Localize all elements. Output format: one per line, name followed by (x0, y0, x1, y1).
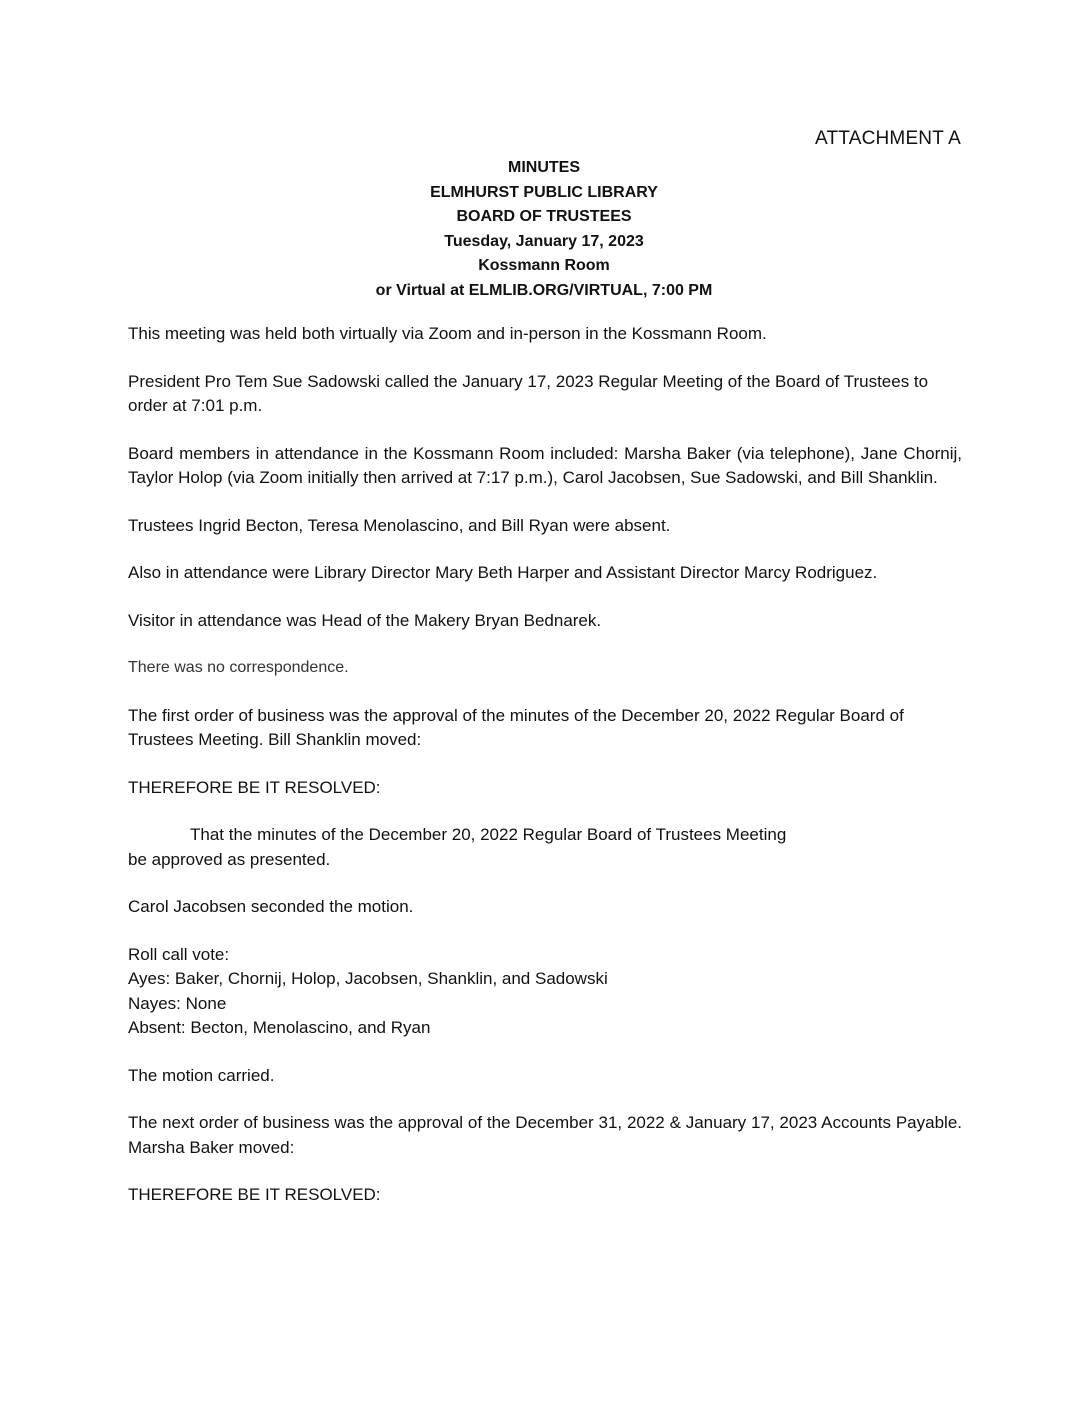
paragraph-meeting-format: This meeting was held both virtually via Zoom and in-person in the Kossmann Room. (128, 324, 767, 343)
paragraph-absent: Trustees Ingrid Becton, Teresa Menolascino, and Bill Ryan were absent. (128, 515, 671, 535)
paragraph-motion-carried: The motion carried. (128, 1065, 275, 1085)
paragraph-call-to-order: President Pro Tem Sue Sadowski called the January 17, 2023 Regular Meeting of the Board of Trustees to order at 7:01 p.m. (128, 371, 929, 415)
attachment-label: ATTACHMENT A (815, 128, 961, 149)
resolution-heading: THEREFORE BE IT RESOLVED: (128, 777, 381, 797)
roll-call-vote (128, 943, 962, 1041)
paragraph-next-business: The next order of business was the approval of the December 31, 2022 & January 17, 2023 Accounts Payable. Marsha Baker moved: (128, 1113, 962, 1157)
resolution-line-2: be approved as presented. (128, 849, 331, 869)
paragraph-attendance: Board members in attendance in the Kossmann Room included: Marsha Baker (via telephone), Jane Chornij, Taylor Holop (via Zoom initially then arrived at 7:17 p.m.), Carol Jacobsen, Sue Sadowski, and Bill Shanklin. (128, 443, 962, 487)
roll-call-nayes: Nayes: None (128, 993, 227, 1013)
paragraph-staff-attendance: Also in attendance were Library Director Mary Beth Harper and Assistant Director Marcy Rodriguez. (128, 563, 878, 582)
header-location: Kossmann Room (478, 257, 610, 274)
paragraph-second: Carol Jacobsen seconded the motion. (128, 897, 414, 916)
header-title: MINUTES (508, 159, 580, 176)
paragraph-first-business: The first order of business was the approval of the minutes of the December 20, 2022 Regular Board of Trustees Meeting. Bill Shanklin moved: (128, 705, 904, 749)
paragraph-correspondence: There was no correspondence. (128, 659, 349, 676)
roll-call-title: Roll call vote: (128, 944, 230, 964)
header-board: BOARD OF TRUSTEES (456, 208, 632, 225)
roll-call-absent: Absent: Becton, Menolascino, and Ryan (128, 1018, 431, 1037)
resolution-text (128, 823, 962, 872)
resolution-heading-2: THEREFORE BE IT RESOLVED: (128, 1185, 381, 1204)
resolution-line-1: That the minutes of the December 20, 2022 Regular Board of Trustees Meeting (190, 825, 787, 844)
header-date: Tuesday, January 17, 2023 (444, 232, 644, 250)
roll-call-ayes: Ayes: Baker, Chornij, Holop, Jacobsen, Shanklin, and Sadowski (128, 969, 608, 988)
header-organization: ELMHURST PUBLIC LIBRARY (430, 183, 658, 201)
minutes-body (128, 322, 962, 1231)
header-virtual-location: or Virtual at ELMLIB.ORG/VIRTUAL, 7:00 PM (375, 281, 713, 299)
document-header (0, 156, 1088, 303)
paragraph-visitor: Visitor in attendance was Head of the Makery Bryan Bednarek. (128, 610, 602, 630)
